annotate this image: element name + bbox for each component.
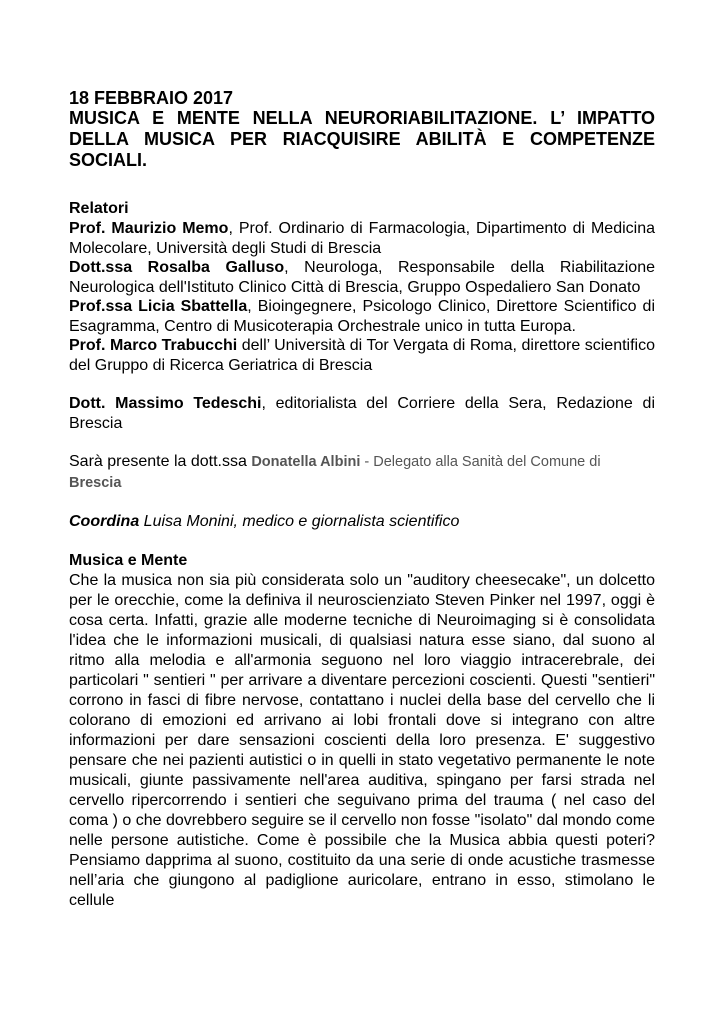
speaker-desc: , Bioingegnere, Psicologo Clinico, Direttore Scientifico di Esagramma, Centro di Musicoterapia Orchestrale unico in tutta Europa. — [69, 298, 655, 335]
event-title: MUSICA E MENTE NELLA NEURORIABILITAZIONE. L’ IMPATTO DELLA MUSICA PER RIACQUISIRE ABILITÀ E COMPETENZE SOCIALI. — [69, 108, 655, 170]
speaker-name: Prof.ssa Licia Sbattella — [69, 298, 248, 315]
speaker-entry — [69, 297, 655, 336]
speaker-entry — [69, 336, 655, 375]
speaker-desc: dell’ Università di Tor Vergata di Roma, direttore scientifico del Gruppo di Ricerca Geriatrica di Brescia — [69, 337, 655, 374]
guest-name: Donatella Albini — [251, 454, 361, 470]
coordinator-entry — [69, 512, 655, 532]
document-page — [69, 88, 655, 911]
editorialist-name: Dott. Massimo Tedeschi — [69, 395, 262, 412]
speaker-desc: , Prof. Ordinario di Farmacologia, Dipartimento di Medicina Molecolare, Università degli Studi di Brescia — [69, 220, 656, 257]
guest-city: Brescia — [69, 474, 122, 491]
editorialist-desc: , editorialista del Corriere della Sera, Redazione di Brescia — [69, 395, 655, 432]
speaker-entry — [69, 258, 655, 297]
speakers-label: Relatori — [69, 200, 129, 217]
speaker-entry — [69, 219, 655, 258]
speaker-name: Prof. Marco Trabucchi — [69, 337, 238, 354]
speaker-name: Prof. Maurizio Memo — [69, 220, 229, 237]
article-body: Che la musica non sia più considerata solo un "auditory cheesecake", un dolcetto per le orecchie, come la definiva il neuroscienziato Steven Pinker nel 1997, oggi è cosa certa. Infatti, grazie alle moderne tecniche di Neuroimaging si è consolidata l'idea che le informazioni musicali, di qualsiasi natura esse siano, dal suono al ritmo alla melodia e all'armonia seguono nel loro viaggio intracerebrale, dei particolari " sentieri " per arrivare a diventare percezioni coscienti. Questi "sentieri" corrono in fasci di fibre nervose, contattano i nuclei della base del cervello che li colorano di emozioni ed arrivano ai lobi frontali dove si integrano con altre informazioni per dare sensazioni coscienti della loro presenza. E' suggestivo pensare che nei pazienti autistici o in quelli in stato vegetativo permanente le note musicali, giunte passivamente nell'area auditiva, spingano per farsi strada nel cervello ripercorrendo i sentieri che seguivano prima del trauma ( nel caso del coma ) o che dovrebbero seguire se il cervello non fosse "isolato" dal mondo come nelle persone autistiche. Come è possibile che la Musica abbia questi poteri? Pensiamo dapprima al suono, costituito da una serie di onde acustiche trasmesse nell’aria che giungono al padiglione auricolare, entrano in esso, stimolano le cellule — [69, 571, 655, 909]
article-heading: Musica e Mente — [69, 551, 188, 569]
speaker-name: Dott.ssa Rosalba Galluso — [69, 259, 285, 276]
speaker-desc: , Neurologa, Responsabile della Riabilitazione Neurologica dell'Istituto Clinico Città di Brescia, Gruppo Ospedaliero San Donato — [69, 259, 656, 296]
guest-prefix: Sarà presente la dott.ssa — [69, 453, 252, 470]
coordinator-text: Luisa Monini, medico e giornalista scientifico — [139, 513, 460, 530]
guest-entry — [69, 452, 655, 493]
editorialist-entry — [69, 394, 655, 433]
guest-role: - Delegato alla Sanità del Comune di — [360, 454, 601, 470]
coordinator-label: Coordina — [69, 513, 140, 530]
event-date: 18 FEBBRAIO 2017 — [69, 88, 234, 108]
